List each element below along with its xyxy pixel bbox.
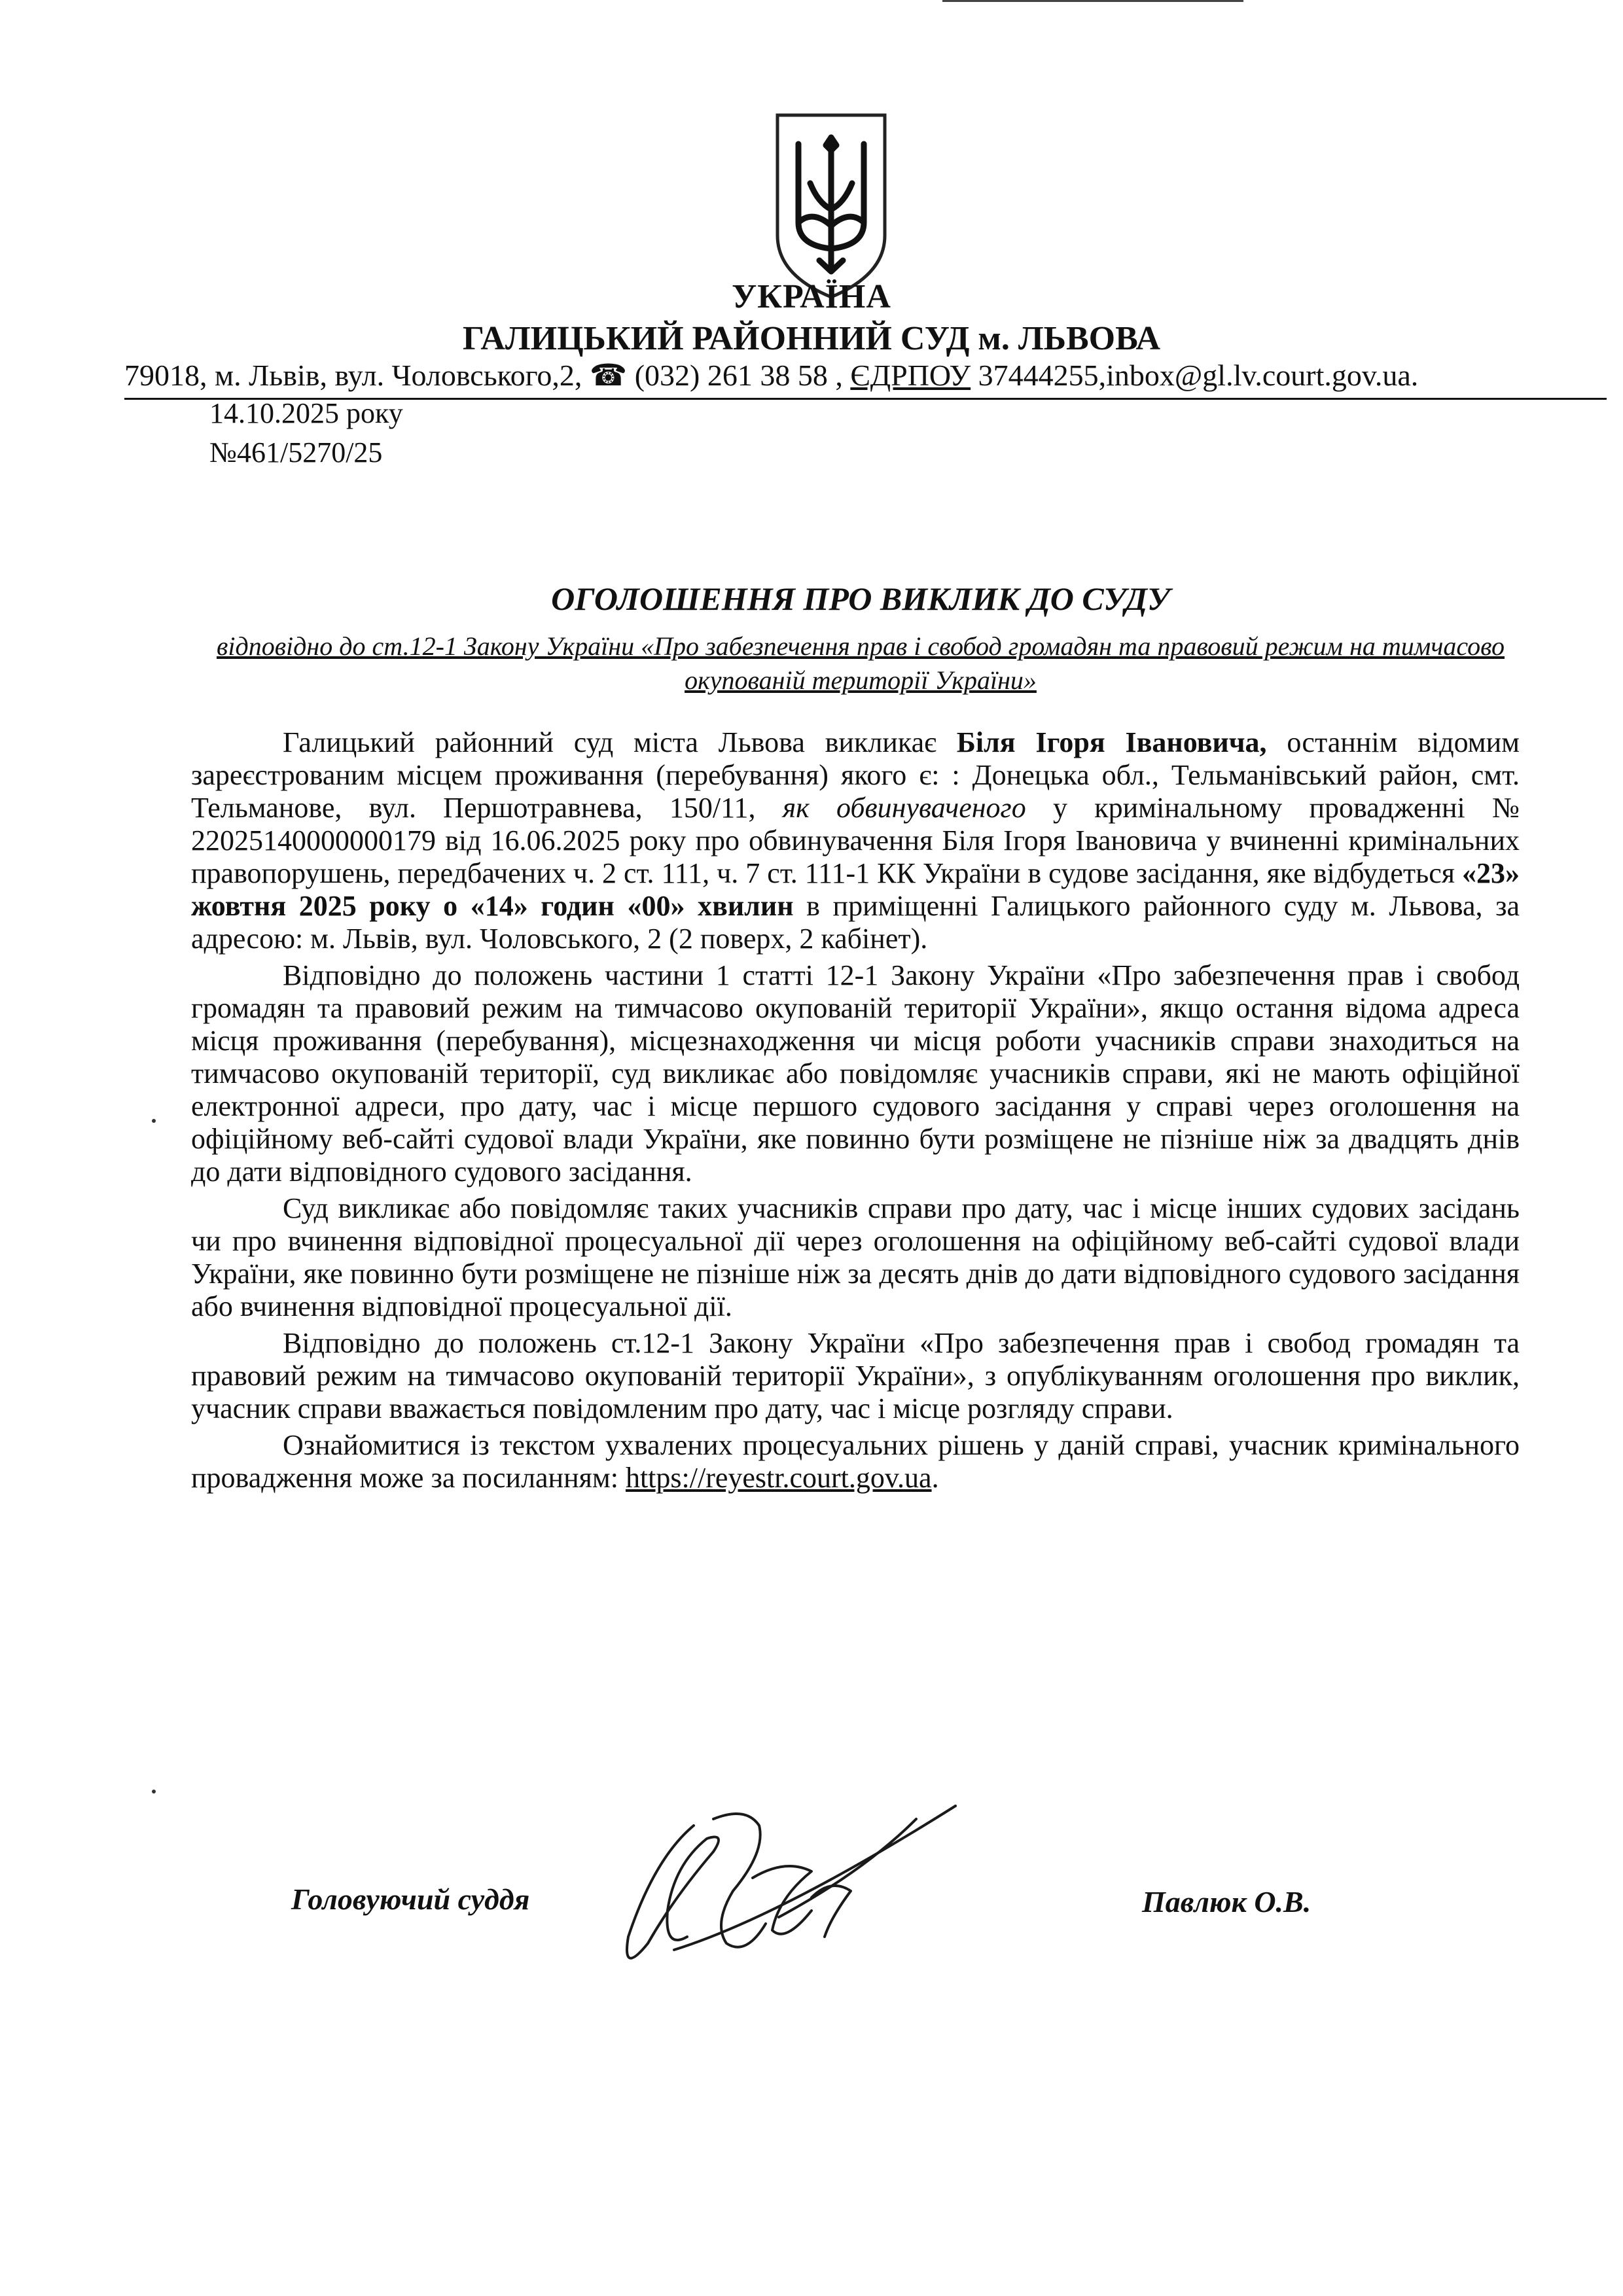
scan-speck bbox=[152, 1119, 156, 1123]
notice-subtitle: відповідно до ст.12-1 Закону України «Про забезпечення прав і свобод громадян та правовий режим на тимчасово окупованій території України» bbox=[216, 631, 1505, 695]
court-registry-link[interactable]: https://reyestr.court.gov.ua bbox=[625, 1462, 932, 1494]
edrpou-and-email: 37444255,inbox@gl.lv.court.gov.ua. bbox=[978, 359, 1419, 392]
p5-text-b: . bbox=[931, 1462, 939, 1494]
body-paragraph-2: Відповідно до положень частини 1 статті 12-1 Закону України «Про забезпечення прав і свобод громадян та правовий режим на тимчасово окупованій території України», якщо остання відома адреса місця проживання (перебування), місцезнаходження чи місця роботи учасників справи знаходиться на тимчасово окупованій території, суд викликає або повідомляє учасників справи, які не мають офіційної електронної адреси, про дату, час і місце першого судового засідання у справі через оголошення на офіційному веб-сайті судової влади України, яке повинно бути розміщене не пізніше ніж за двадцять днів до дати відповідного судового засідання. bbox=[191, 959, 1520, 1188]
scan-speck bbox=[152, 1790, 156, 1793]
body-paragraph-1 bbox=[191, 726, 1520, 955]
body-paragraph-4: Відповідно до положень ст.12-1 Закону України «Про забезпечення прав і свобод громадян та правовий режим на тимчасово окупованій території України», з опублікуванням оголошення про виклик, учасник справи вважається повідомленим про дату, час і місце розгляду справи. bbox=[191, 1327, 1520, 1424]
telephone-icon: ☎ bbox=[589, 359, 628, 392]
scan-artifact-line bbox=[942, 0, 1243, 2]
p1-text-d: в приміщенні Галицького районного суду м. Львова, за адресою: м. Львів, вул. Чоловського, 2 (2 поверх, 2 кабінет). bbox=[191, 890, 1520, 955]
signature bbox=[615, 1780, 982, 1996]
notice-body bbox=[191, 726, 1520, 1498]
defendant-name: Біля Ігоря Івановича, bbox=[956, 726, 1267, 758]
hearing-datetime: «23» жовтня 2025 року о «14» годин «00» хвилин bbox=[191, 857, 1520, 922]
court-contacts-line bbox=[124, 357, 1607, 400]
body-paragraph-3: Суд викликає або повідомляє таких учасників справи про дату, час і місце інших судових засідань чи про вчинення відповідної процесуальної дії через оголошення на офіційному веб-сайті судової влади України, яке повинно бути розміщене не пізніше ніж за десять днів до дати відповідного судового засідання або вчинення відповідної процесуальної дії. bbox=[191, 1192, 1520, 1322]
p1-text-b: останнім відомим зареєстрованим місцем проживання (перебування) якого є: : Донецька обл., Тельманівський район, смт. Тельманове, вул. Першотравнева, 150/11, bbox=[191, 726, 1520, 824]
court-address: 79018, м. Львів, вул. Чоловського,2, bbox=[124, 359, 582, 392]
coat-of-arms-icon bbox=[772, 111, 890, 301]
defendant-role: як обвинуваченого bbox=[782, 792, 1026, 824]
edrpou-label: ЄДРПОУ bbox=[850, 359, 971, 392]
presiding-judge-label: Головуючий суддя bbox=[291, 1882, 530, 1916]
body-paragraph-5 bbox=[191, 1429, 1520, 1494]
court-phone: (032) 261 38 58 , bbox=[634, 359, 851, 392]
document-number: №461/5270/25 bbox=[209, 436, 383, 468]
notice-title: ОГОЛОШЕННЯ ПРО ВИКЛИК ДО СУДУ bbox=[551, 580, 1170, 617]
judge-name: Павлюк О.В. bbox=[1142, 1885, 1311, 1918]
document-date: 14.10.2025 року bbox=[209, 397, 403, 429]
country-heading: УКРАЇНА bbox=[732, 278, 891, 315]
court-name-heading: ГАЛИЦЬКИЙ РАЙОННИЙ СУД м. ЛЬВОВА bbox=[462, 320, 1161, 357]
p1-text-a: Галицький районний суд міста Львова викликає bbox=[283, 726, 957, 758]
p5-text-a: Ознайомитися із текстом ухвалених процесуальних рішень у даній справі, учасник кримінального провадження може за посиланням: bbox=[191, 1429, 1520, 1494]
p1-text-c: у кримінальному провадженні № 22025140000000179 від 16.06.2025 року про обвинувачення Біля Ігоря Івановича у вчиненні кримінальних правопорушень, передбачених ч. 2 ст. 111, ч. 7 ст. 111-1 КК України в судове засідання, яке відбудеться bbox=[191, 792, 1520, 889]
